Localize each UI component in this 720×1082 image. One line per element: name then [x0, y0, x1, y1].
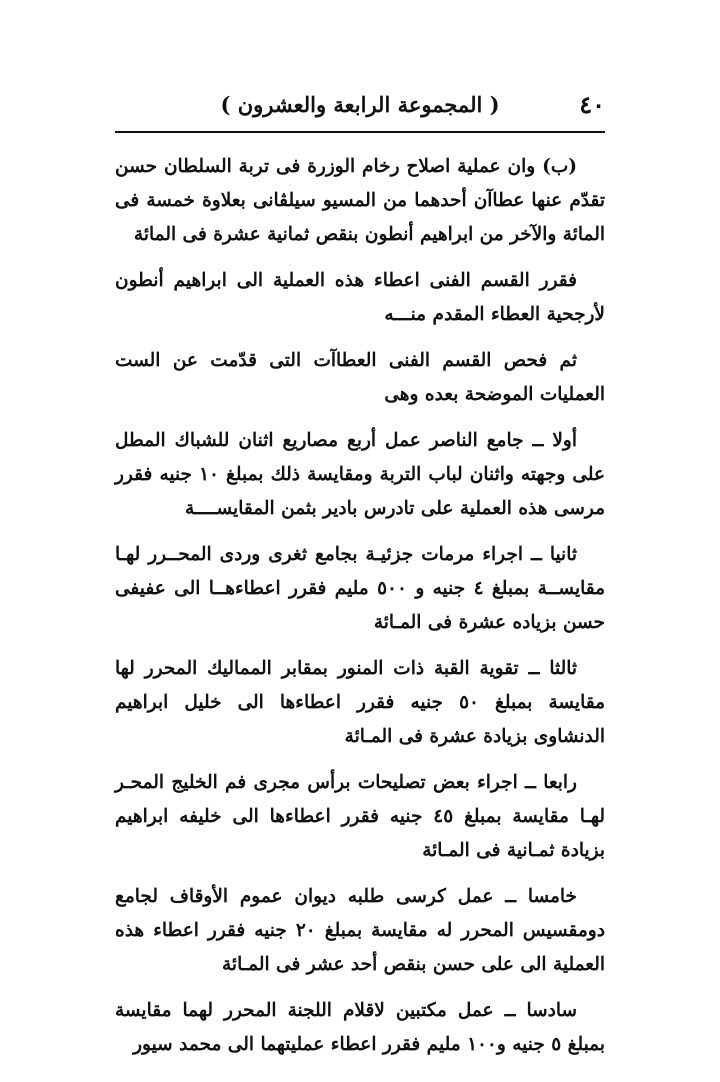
paragraph-third: ثالثا ــ تقوية القبة ذات المنور بمقابر المماليك المحرر لها مقايسة بمبلغ ٥٠ جنيه فقرر اعطاءها الى خليل ابراهيم الدنشاوى بزيادة عشرة فى المـائة — [115, 658, 605, 747]
paragraph-examination: ثم فحص القسم الفنى العطاآت التى قدّمت عن الست العمليات الموضحة بعده وهى — [115, 350, 605, 405]
running-title: ( المجموعة الرابعة والعشرون ) — [220, 92, 500, 117]
paragraph-decision-1: فقرر القسم الفنى اعطاء هذه العملية الى ابراهيم أنطون لأرجحية العطاء المقدم منـــه — [115, 270, 605, 325]
paragraph-first: أولا ــ جامع الناصر عمل أربع مصاريع اثنان للشباك المطل على وجهته واثنان لباب التربة ومقايسة ذلك بمبلغ ١٠ جنيه فقرر مرسى هذه العملية على تادرس بادير بثمن المقايســــة — [115, 430, 605, 519]
header-rule — [115, 131, 605, 133]
paragraph-sixth: سادسا ــ عمل مكتبين لاقلام اللجنة المحرر لهما مقايسة بمبلغ ٥ جنيه و١٠٠ مليم فقرر اعطاء عمليتهما الى محمد سيور — [115, 1000, 605, 1055]
paragraph-b: (ب) وان عملية اصلاح رخام الوزرة فى تربة السلطان حسن تقدّم عنها عطاآن أحدهما من المسيو سيلڤانى بعلاوة خمسة فى المائة والآخر من ابراهيم أنطون بنقص ثمانية عشرة فى المائة — [115, 156, 605, 245]
paragraph-fifth: خامسا ــ عمل كرسى طلبه ديوان عموم الأوقاف لجامع دومقسيس المحرر له مقايسة بمبلغ ٢٠ جنيه فقرر اعطاء هذه العملية الى على حسن بنقص أحد عشر فى المـائة — [115, 886, 605, 975]
page-number: ٤٠ — [579, 90, 605, 119]
paragraph-fourth: رابعا ــ اجراء بعض تصليحات برأس مجرى فم الخليج المحـر لهـا مقايسة بمبلغ ٤٥ جنيه فقرر اعطاءها الى خليفه ابراهيم بزيادة ثمـانية فى المـائة — [115, 772, 605, 861]
paragraph-second: ثانيا ــ اجراء مرمات جزئيـة بجامع ثغرى وردى المحــرر لهـا مقايســة بمبلغ ٤ جنيه و ٥٠٠ مليم فقرر اعطاءهــا الى عفيفى حسن بزياده عشرة فى المـائة — [115, 544, 605, 633]
body-text — [115, 150, 605, 1062]
page-header — [115, 88, 605, 128]
